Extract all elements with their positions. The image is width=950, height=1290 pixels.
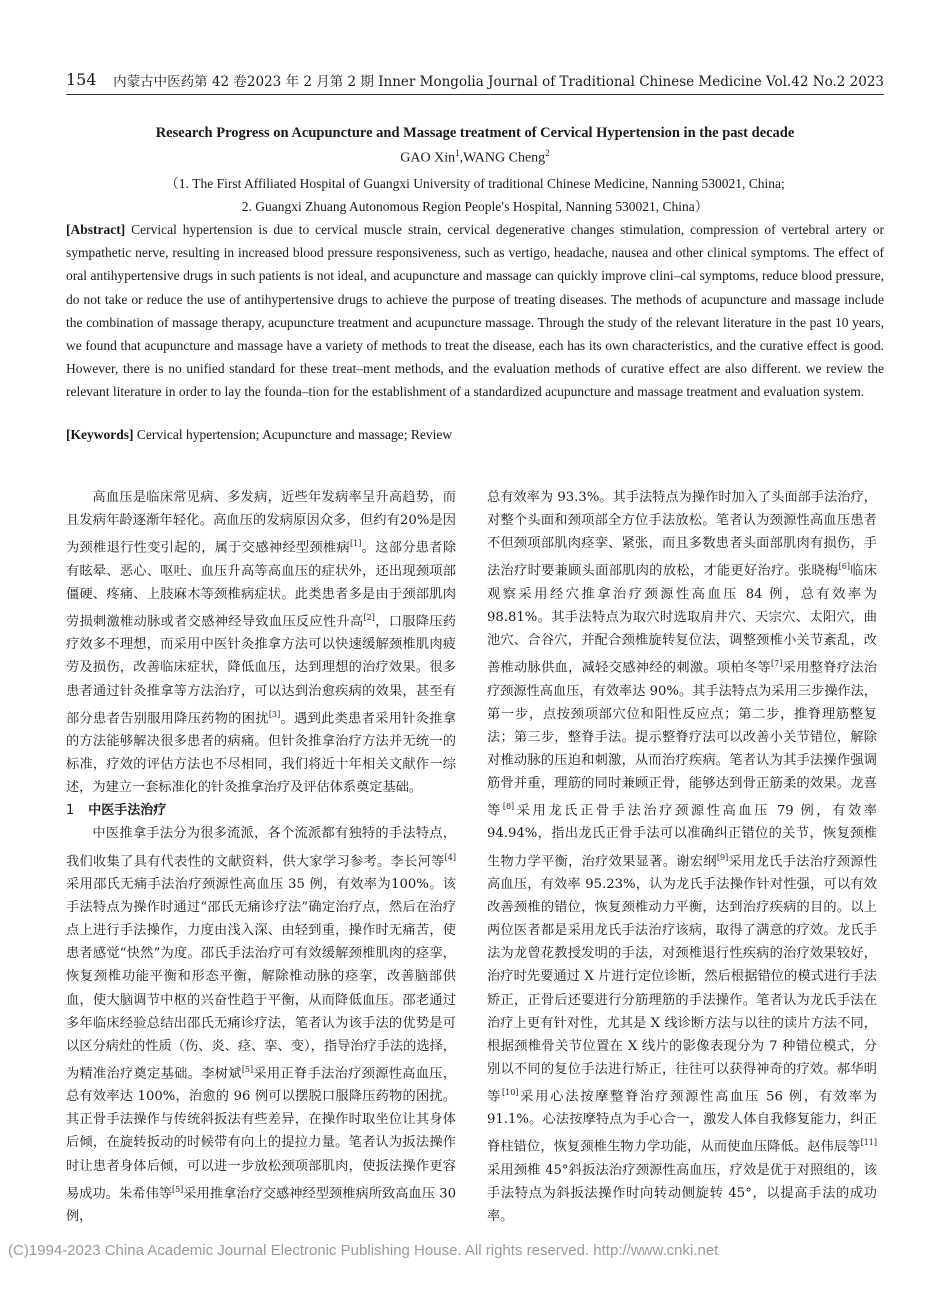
citation: [6]	[838, 562, 850, 572]
text-run: 总有效率为 93.3%。其手法特点为操作时加入了头面部手法治疗，对整个头面和颈项部全方位手法放松。笔者认为颈源性高血压患者不但颈项部肌肉痉挛、紧张，而且多数患者头面部肌肉有损伤，手法治疗时要兼顾头面部肌肉的放松，才能更好治疗。张晓梅	[487, 490, 877, 579]
citation: [2]	[363, 612, 375, 622]
text-run: 采用龙氏正骨手法治疗颈源性高血压 79 例，有效率 94.94%，指出龙氏正骨手法可以准确纠正错位的关节，恢复颈椎生物力学平衡，治疗效果显著。谢宏纲	[487, 803, 877, 869]
abstract-label: [Abstract]	[66, 222, 126, 237]
keywords-text: Cervical hypertension; Acupuncture and massage; Review	[133, 427, 453, 442]
text-run: 中医推拿手法分为很多流派，各个流派都有独特的手法特点，我们收集了具有代表性的文献资料，供大家学习参考。李长河等	[66, 826, 456, 869]
section-title: 中医手法治疗	[88, 803, 167, 819]
citation: [8]	[502, 802, 515, 811]
text-run: ，口服降压药疗效多不理想，而采用中医针灸推拿方法可以快速缓解颈椎肌肉疲劳及损伤，改善临床症状，降低血压，达到理想的治疗效果。很多患者通过针灸推拿等方法治疗，可以达到治愈疾病的效果，甚至有部分患者告别服用降压药物的困扰	[66, 614, 456, 727]
authors	[66, 148, 884, 167]
text-run: 高血压是临床常见病、多发病，近些年发病率呈升高趋势，而且发病年龄逐渐年轻化。高血压的发病原因众多，但约有20%是因为颈椎退行性变引起的，属于交感神经型颈椎病	[66, 490, 456, 556]
citation: [1]	[350, 539, 362, 549]
text-run: 采用正脊手法治疗颈源性高血压，总有效率达 100%，治愈的 96 例可以摆脱口服降压药物的困扰。其正骨手法操作与传统斜扳法有些差异，在操作时取坐位让其身体后倾，在旋转扳动的时候带有向上的提拉力量。笔者认为扳法操作时让患者身体后倾，可以进一步放松颈项部肌肉，使扳法操作更容易成功。朱希伟等	[66, 1066, 457, 1202]
page-header	[66, 68, 884, 92]
affiliation-1: （1. The First Affiliated Hospital of Guangxi University of traditional Chinese Medicine, Nanning 530021, China;	[165, 176, 785, 191]
article-title: Research Progress on Acupuncture and Massage treatment of Cervical Hypertension in the past decade	[155, 125, 795, 141]
journal-title: 内蒙古中医药第 42 卷2023 年 2 月第 2 期 Inner Mongolia Journal of Traditional Chinese Medicine Vol.42 No.2 2023	[113, 74, 884, 90]
intro-paragraph	[66, 486, 456, 799]
citation: [10]	[502, 1087, 519, 1097]
author-1: GAO Xin	[400, 150, 456, 166]
citation: [5]	[241, 1064, 254, 1074]
citation: [9]	[716, 852, 729, 862]
text-run: 采用邵氏无痛手法治疗颈源性高血压 35 例，有效率为100%。该手法特点为操作时通过“邵氏无痛诊疗法”确定治疗点，然后在治疗点上进行手法操作，力度由浅入深、由轻到重，操作时无痛苦，使患者感觉“快然”为度。邵氏手法治疗可有效缓解颈椎肌肉的痉挛，恢复颈椎功能平衡和形态平衡，解除椎动脉的痉挛，改善脑部供血，使大脑调节中枢的兴奋性趋于平衡，从而降低血压。邵老通过多年临床经验总结出邵氏无痛诊疗法，笔者认为该手法的优势是可以区分病灶的性质（伤、炎、痉、挛、变），指导治疗手法的选择，为精准治疗奠定基础。李树斌	[66, 877, 456, 1082]
citation: [4]	[444, 852, 456, 862]
citation: [7]	[771, 659, 783, 669]
keywords-label: [Keywords]	[66, 427, 134, 442]
text-run: 采用龙氏手法治疗颈源性高血压，有效率 95.23%，认为龙氏手法操作针对性强，可以有效改善颈椎的错位，恢复颈椎动力平衡，达到治疗疾病的目的。以上两位医者都是采用龙氏手法治疗该病，取得了满意的疗效。龙氏手法为龙曾花教授发明的手法，对颈椎退行性疾病的治疗效果较好，治疗时先要通过 X 片进行定位诊断，然后根据错位的模式进行手法矫正，正骨后还要进行分筋理筋的手法操作。笔者认为龙氏手法在治疗上更有针对性，尤其是 X 线诊断方法与以往的读片方法不同，根据颈椎骨关节位置在 X 线片的影像表现分为 7 种错位模式，分别以不同的复位手法进行矫正，往往可以获得神奇的疗效。郝华明等	[487, 853, 878, 1105]
body-column-right	[487, 486, 877, 1228]
author-1-affiliation-mark: 1	[455, 148, 460, 158]
citation: [5]	[171, 1184, 184, 1194]
text-run: 临床观察采用经穴推拿治疗颈源性高血压 84 例，总有效率为 98.81%。其手法特点为取穴时选取肩井穴、天宗穴、太阳穴，曲池穴、合谷穴，并配合颈椎旋转复位法，调整颈椎小关节紊乱，改善椎动脉供血，减轻交感神经的刺激。项柏冬等	[487, 563, 877, 676]
abstract-text: Cervical hypertension is due to cervical muscle strain, cervical degenerative changes stimulation, compression of vertebral artery or sympathetic nerve, resulting in increased blood pressure responsiveness, such as vertigo, headache, nausea and other clinical symptoms. The effect of oral antihypertensive drugs in such patients is not ideal, and acupuncture and massage can quickly improve clini–cal symptoms, reduce blood pressure, do not take or reduce the use of antihypertensive drugs to achieve the purpose of treating diseases. The methods of acupuncture and massage include the combination of massage therapy, acupuncture treatment and acupuncture massage. Through the study of the relevant literature in the past 10 years, we found that acupuncture and massage have a variety of methods to treat the disease, each has its own characteristics, and the curative effect is good. However, there is no unified standard for these treat–ment methods, and the evaluation methods of curative effect are also different. we review the relevant literature in order to lay the founda–tion for the establishment of a standardized acupuncture and massage treatment and evaluation system.	[66, 222, 884, 400]
section-heading	[66, 799, 456, 822]
page-number: 154	[66, 70, 97, 89]
affiliation-2: 2. Guangxi Zhuang Autonomous Region People′s Hospital, Nanning 530021, China）	[241, 199, 709, 214]
abstract	[66, 218, 884, 404]
text-run: 采用推拿治疗交感神经型颈椎病所致高血压 30 例，	[66, 1186, 456, 1225]
body-column-left	[66, 486, 456, 1228]
citation: [3]	[268, 709, 281, 719]
section-number: 1	[66, 803, 75, 819]
section-paragraph	[66, 822, 456, 1228]
text-run: 采用颈椎 45°斜扳法治疗颈源性高血压，疗效是优于对照组的，该手法特点为斜扳法操作时向转动侧旋转 45°，以提高手法的成功率。	[487, 1162, 877, 1225]
author-2-affiliation-mark: 2	[545, 148, 550, 158]
text-run: 采用整脊疗法治疗颈源性高血压，有效率达 90%。其手法特点为采用三步操作法，第一步，点按颈项部穴位和阳性反应点；第二步，推脊理筋整复法；第三步，整脊手法。提示整脊疗法可以改善小关节错位，解除对椎动脉的压迫和刺激，从而治疗疾病。笔者认为其手法操作强调筋骨并重，理筋的同时兼顾正骨，能够达到骨正筋柔的效果。龙喜等	[487, 660, 878, 819]
text-run: 采用心法按摩整脊治疗颈源性高血压 56 例，有效率为91.1%。心法按摩特点为手心合一，激发人体自我修复能力，纠正脊柱错位，恢复颈椎生物力学功能，从而使血压降低。赵伟辰等	[487, 1089, 877, 1155]
author-2: ,WANG Cheng	[459, 150, 546, 166]
copyright-footer: (C)1994-2023 China Academic Journal Electronic Publishing House. All rights reserved. http://www.cnki.net	[8, 1242, 719, 1259]
header-rule	[66, 94, 884, 95]
text-run: 。遇到此类患者采用针灸推拿的方法能够解决很多患者的病痛。但针灸推拿治疗方法并无统一的标准，疗效的评估方法也不尽相同，我们将近十年相关文献作一综述，为建立一套标准化的针灸推拿治疗及评估体系奠定基础。	[66, 711, 457, 796]
continued-paragraph	[487, 486, 877, 1228]
keywords	[66, 427, 884, 443]
citation: [11]	[860, 1138, 877, 1148]
text-run: 。这部分患者除有眩晕、恶心、呕吐、血压升高等高血压的症状外，还出现颈项部僵硬、疼痛、上肢麻木等颈椎病症状。此类患者多是由于颈部肌肉劳损刺激椎动脉或者交感神经导致血压反应性升高	[66, 540, 457, 630]
